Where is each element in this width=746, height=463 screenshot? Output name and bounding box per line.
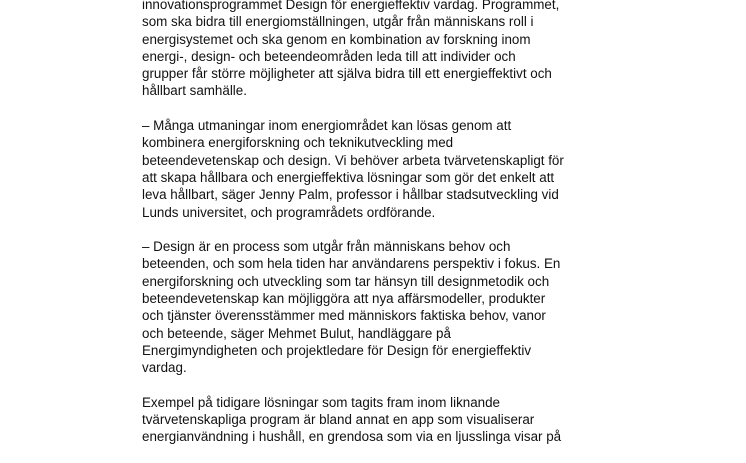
text-line: grupper får större möjligheter att själva bidra till ett energieffektivt och xyxy=(142,66,552,82)
paragraph-examples xyxy=(142,394,612,446)
text-line: energiforskning och utveckling som tar hänsyn till designmetodik och xyxy=(142,273,550,289)
text-line: tvärvetenskapliga program är bland annat en app som visualiserar xyxy=(142,412,535,428)
text-line: och tjänster överensstämmer med människors faktiska behov, vanor xyxy=(142,308,546,324)
text-line: – Många utmaningar inom energiområdet kan lösas genom att xyxy=(142,118,512,134)
text-line: innovationsprogrammet Design för energieffektiv vardag. Programmet, xyxy=(142,0,560,12)
text-line: beteendevetenskap och design. Vi behöver arbeta tvärvetenskapligt för xyxy=(142,152,564,168)
text-line: energianvändning i hushåll, en grendosa som via en ljusslinga visar på xyxy=(142,429,562,445)
text-line: att skapa hållbara och energieffektiva lösningar som gör det enkelt att xyxy=(142,169,555,185)
text-line: och beteende, säger Mehmet Bulut, handläggare på xyxy=(142,325,451,341)
text-line: beteendevetenskap kan möjliggöra att nya affärsmodeller, produkter xyxy=(142,291,546,307)
text-line: vardag. xyxy=(142,360,187,376)
text-line: leva hållbart, säger Jenny Palm, professor i hållbar stadsutveckling vid xyxy=(142,187,559,203)
text-line: energisystemet och ska genom en kombination av forskning inom xyxy=(142,31,531,47)
paragraph-program-intro xyxy=(142,0,612,100)
text-line: Lunds universitet, och programrådets ordförande. xyxy=(142,204,436,220)
paragraph-quote-jenny-palm xyxy=(142,117,612,221)
text-line: Energimyndigheten och projektledare för Design för energieffektiv xyxy=(142,342,532,358)
text-line: – Design är en process som utgår från människans behov och xyxy=(142,239,511,255)
text-line: energi-, design- och beteendeområden leda till att individer och xyxy=(142,48,516,64)
article-body xyxy=(142,0,612,463)
text-line: kombinera energiforskning och teknikutveckling med xyxy=(142,135,454,151)
text-line: hållbart samhälle. xyxy=(142,83,247,99)
text-line: Exempel på tidigare lösningar som tagits fram inom liknande xyxy=(142,394,501,410)
text-line: beteenden, och som hela tiden har användarens perspektiv i fokus. En xyxy=(142,256,561,272)
text-line: som ska bidra till energiomställningen, utgår från människans roll i xyxy=(142,14,534,30)
paragraph-quote-mehmet-bulut xyxy=(142,238,612,376)
